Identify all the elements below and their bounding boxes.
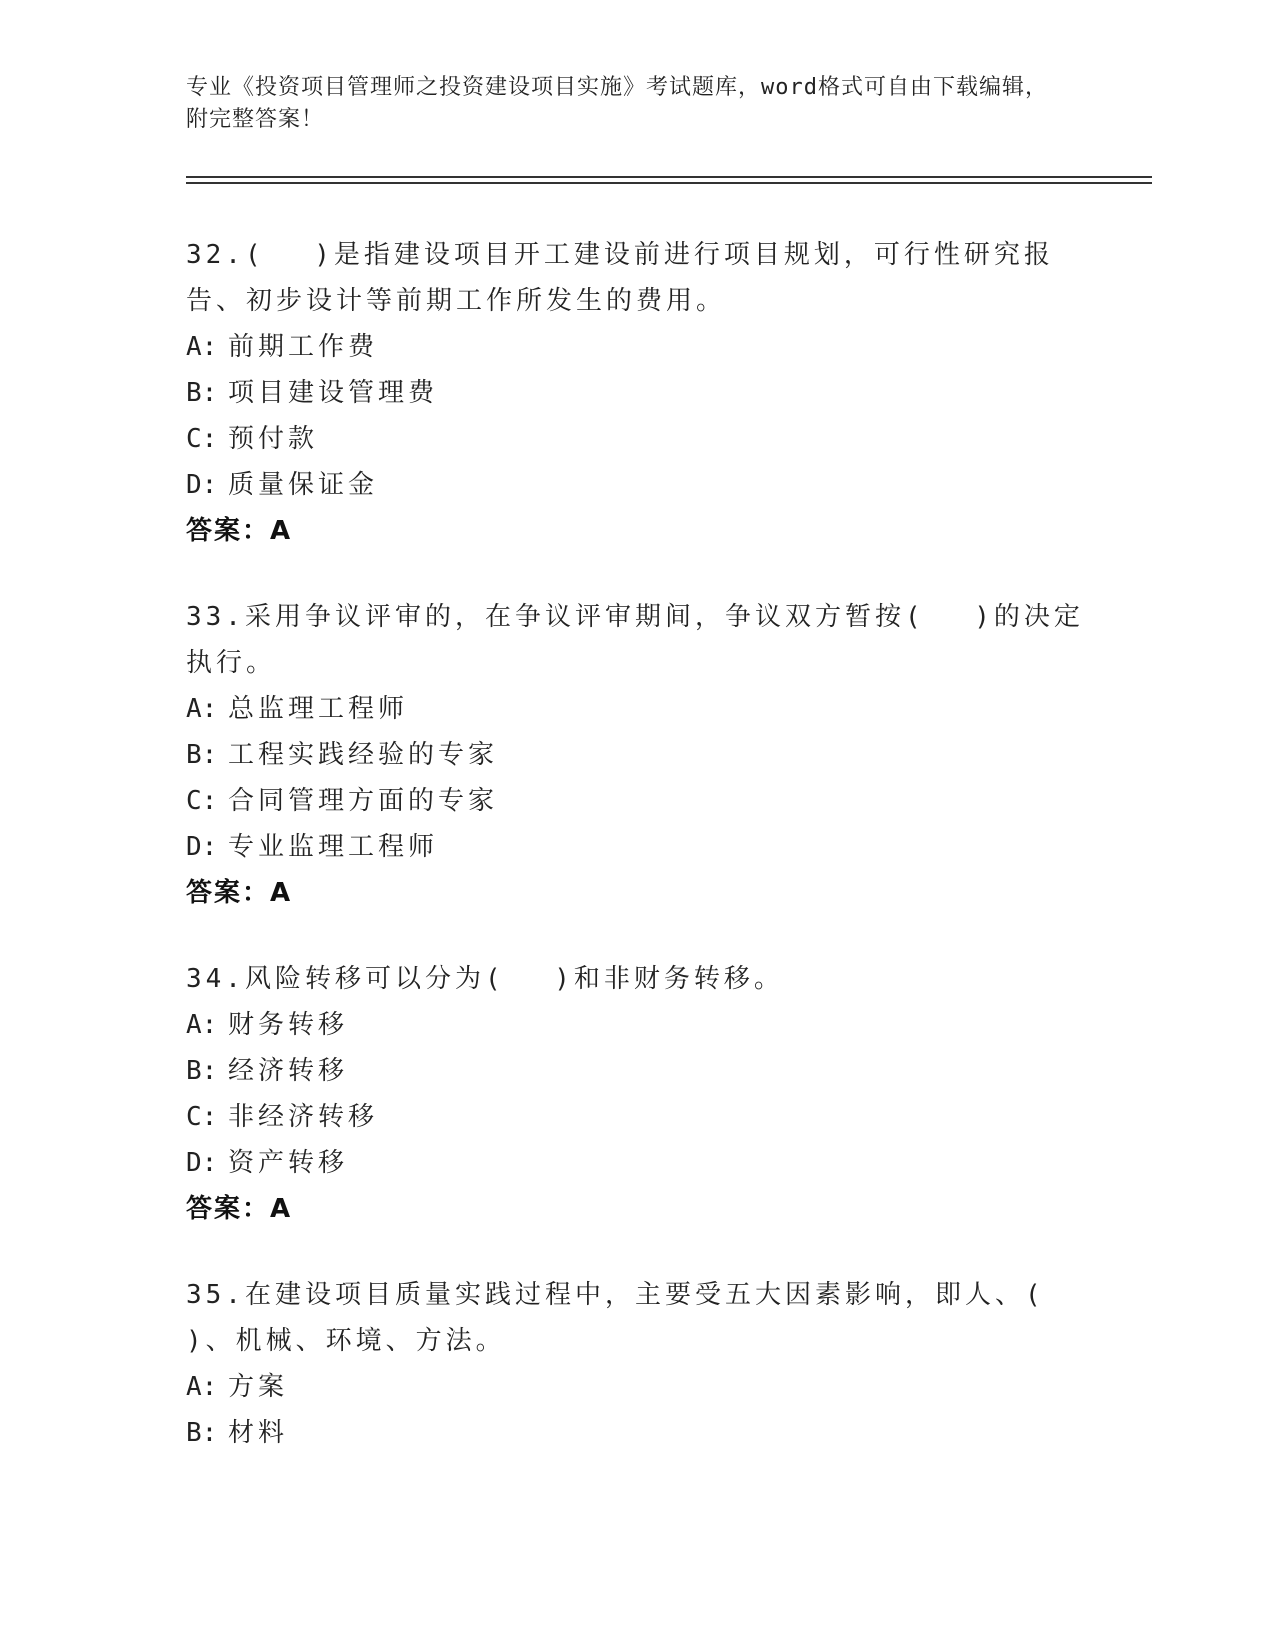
option-b [186,732,1086,778]
option-b [186,370,1086,416]
header-rule-top [186,176,1152,178]
option-text: 预付款 [228,424,319,454]
option-text: 专业监理工程师 [228,832,439,862]
option-letter: B: [186,740,218,770]
answer-line: 答案：A [186,516,293,546]
option-d [186,824,1086,870]
option-text: 总监理工程师 [228,694,409,724]
header-rule-bottom [186,182,1152,184]
option-text: 质量保证金 [228,470,379,500]
option-a [186,686,1086,732]
question-33 [186,594,1086,916]
option-letter: B: [186,1418,218,1448]
option-a [186,1364,1086,1410]
answer-line: 答案：A [186,1194,293,1224]
option-text: 方案 [228,1372,289,1402]
question-35 [186,1272,1095,1456]
option-text: 资产转移 [228,1148,349,1178]
option-letter: C: [186,786,218,816]
option-text: 项目建设管理费 [228,378,439,408]
option-b [186,1048,1086,1094]
option-letter: D: [186,1148,218,1178]
question-list [186,232,1095,1496]
option-letter: D: [186,832,218,862]
option-letter: B: [186,378,218,408]
option-text: 财务转移 [228,1010,349,1040]
option-text: 工程实践经验的专家 [228,740,499,770]
question-text: 35.在建设项目质量实践过程中，主要受五大因素影响，即人、( )、机械、环境、方法。 [186,1280,1095,1356]
option-letter: A: [186,694,218,724]
option-text: 材料 [228,1418,289,1448]
option-d [186,462,1086,508]
option-letter: A: [186,1372,218,1402]
option-text: 合同管理方面的专家 [228,786,499,816]
question-text: 34.风险转移可以分为( )和非财务转移。 [186,964,784,994]
answer-line: 答案：A [186,878,293,908]
document-header: 专业《投资项目管理师之投资建设项目实施》考试题库，word格式可自由下载编辑，附完整答案！ [186,75,1048,132]
question-text: 32.( )是指建设项目开工建设前进行项目规划，可行性研究报告、初步设计等前期工作所发生的费用。 [186,240,1054,316]
option-c [186,1094,1086,1140]
option-c [186,778,1086,824]
option-letter: A: [186,332,218,362]
option-letter: B: [186,1056,218,1086]
question-34 [186,956,1086,1232]
option-letter: D: [186,470,218,500]
option-letter: C: [186,424,218,454]
option-text: 经济转移 [228,1056,349,1086]
option-b [186,1410,1086,1456]
option-c [186,416,1086,462]
option-letter: C: [186,1102,218,1132]
question-32 [186,232,1086,554]
option-a [186,324,1086,370]
option-text: 前期工作费 [228,332,379,362]
option-letter: A: [186,1010,218,1040]
option-text: 非经济转移 [228,1102,379,1132]
question-text: 33.采用争议评审的，在争议评审期间，争议双方暂按( )的决定执行。 [186,602,1084,678]
option-a [186,1002,1086,1048]
option-d [186,1140,1086,1186]
